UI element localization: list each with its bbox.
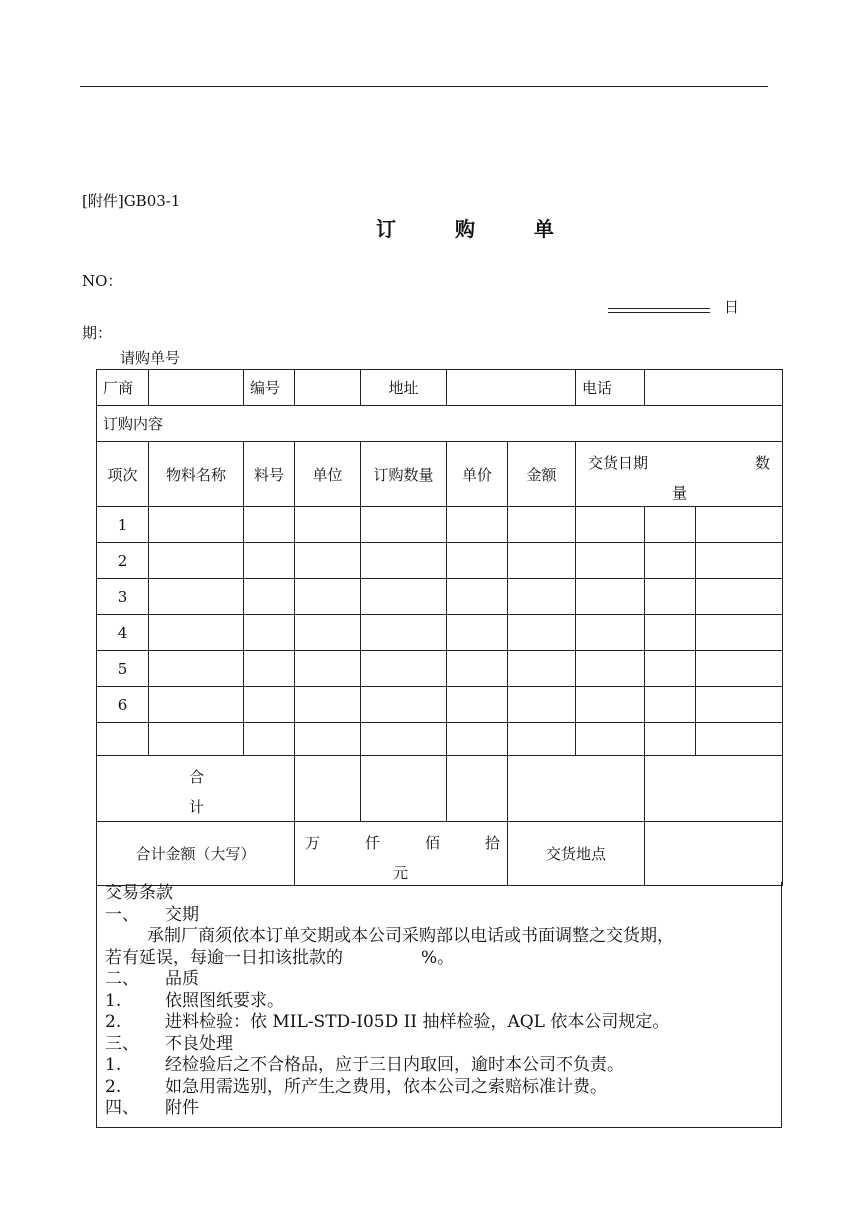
col-unit: 单位 <box>295 442 361 507</box>
section-2-item-1: 1. 依照图纸要求。 <box>105 990 284 1011</box>
delivery-place-field[interactable] <box>645 822 783 886</box>
attachment-code: [附件]GB03-1 <box>82 192 181 210</box>
table-row <box>97 579 783 615</box>
unit-bai: 佰 <box>425 834 441 852</box>
table-row <box>97 687 783 723</box>
section-4-heading: 四、 附件 <box>105 1098 199 1118</box>
section-1-text-1: 承制厂商须依本订单交期或本公司采购部以电话或书面调整之交货期， <box>147 926 674 946</box>
code-field[interactable] <box>295 370 361 406</box>
terms-heading: 交易条款 <box>105 883 173 903</box>
address-field[interactable] <box>447 370 576 406</box>
code-label: 编号 <box>244 370 295 406</box>
col-delivery-qty-2: 量 <box>672 484 688 502</box>
vendor-row <box>97 370 783 406</box>
terms-section <box>96 882 782 1128</box>
phone-label: 电话 <box>576 370 645 406</box>
section-3-item-2: 2. 如急用需选别，所产生之费用，依本公司之索赔标准计费。 <box>105 1076 607 1097</box>
row-number: 1 <box>97 507 149 543</box>
page-title: 订 购 单 <box>376 217 580 241</box>
col-amount: 金额 <box>508 442 576 507</box>
order-content-label: 订购内容 <box>97 406 783 442</box>
unit-shi: 拾 <box>485 834 501 852</box>
table-row <box>97 723 783 756</box>
total-unit[interactable] <box>295 756 361 822</box>
row-number: 2 <box>97 543 149 579</box>
vendor-label: 厂商 <box>97 370 149 406</box>
row-number <box>97 723 149 756</box>
order-table <box>96 369 783 886</box>
total-price[interactable] <box>447 756 508 822</box>
col-material: 物料名称 <box>149 442 244 507</box>
address-label: 地址 <box>361 370 447 406</box>
total-extra[interactable] <box>645 756 783 822</box>
section-1-heading: 一、 交期 <box>105 904 199 925</box>
col-item: 项次 <box>97 442 149 507</box>
date-label-qi: 期： <box>82 324 113 342</box>
section-1-text-2: 若有延误，每逾一日扣该批款的 %。 <box>105 947 455 968</box>
table-row <box>97 543 783 579</box>
total-qty[interactable] <box>361 756 447 822</box>
section-2-heading: 二、 品质 <box>105 969 199 989</box>
col-delivery-qty-1: 数 <box>755 454 771 472</box>
unit-wan: 万 <box>305 834 321 852</box>
total-row <box>97 756 783 822</box>
amount-words-row <box>97 822 783 886</box>
table-row <box>97 615 783 651</box>
col-delivery-date: 交货日期 <box>588 454 649 472</box>
unit-qian: 仟 <box>365 834 381 852</box>
total-amount[interactable] <box>508 756 645 822</box>
date-label-ri: 日 <box>724 298 740 316</box>
no-label: NO： <box>82 272 123 290</box>
total-label-2: 计 <box>189 798 205 816</box>
total-label-1: 合 <box>189 768 205 786</box>
row-number: 6 <box>97 687 149 723</box>
phone-field[interactable] <box>645 370 783 406</box>
amount-words-label: 合计金额（大写） <box>97 822 295 886</box>
request-no-label: 请购单号 <box>120 349 181 367</box>
column-header-row <box>97 442 783 507</box>
col-price: 单价 <box>447 442 508 507</box>
section-3-item-1: 1. 经检验后之不合格品，应于三日内取回，逾时本公司不负责。 <box>105 1055 624 1075</box>
row-number: 3 <box>97 579 149 615</box>
date-underline <box>608 308 710 313</box>
section-2-item-2: 2. 进料检验：依 MIL-STD-I05D II 抽样检验，AQL 依本公司规定。 <box>105 1012 670 1032</box>
total-label <box>97 756 295 822</box>
vendor-field[interactable] <box>149 370 244 406</box>
section-3-heading: 三、 不良处理 <box>105 1033 233 1054</box>
col-part-no: 料号 <box>244 442 295 507</box>
unit-yuan: 元 <box>393 864 409 882</box>
delivery-place-label: 交货地点 <box>508 822 645 886</box>
col-delivery <box>576 442 783 507</box>
top-rule <box>80 86 768 87</box>
row-number: 5 <box>97 651 149 687</box>
table-row <box>97 507 783 543</box>
amount-words-field[interactable] <box>295 822 508 886</box>
table-row <box>97 651 783 687</box>
row-number: 4 <box>97 615 149 651</box>
col-qty: 订购数量 <box>361 442 447 507</box>
